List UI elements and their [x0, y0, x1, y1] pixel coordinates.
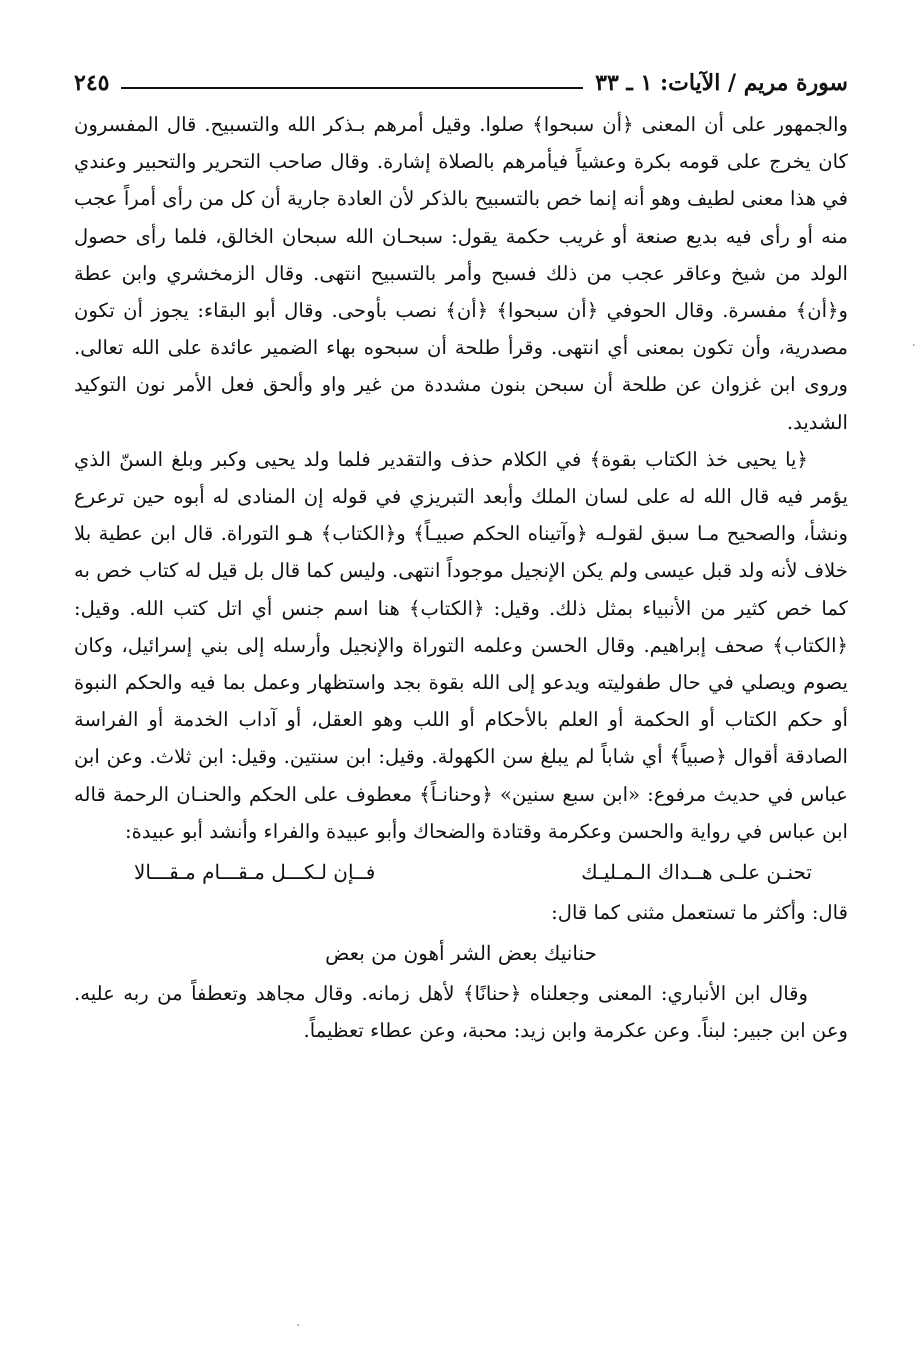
- page-number: ٢٤٥: [74, 70, 110, 96]
- poetry-verse-1: [74, 850, 848, 894]
- header-rule: [121, 87, 583, 89]
- paragraph-1: والجمهور على أن المعنى ﴿أن سبحوا﴾ صلوا. وقيل أمرهم بـذكر الله والتسبيح. قال المفسرون كان يخرج على قومه بكرة وعشياً فيأمرهم بالصلاة إشارة. وقال صاحب التحرير والتحبير وعندي في هذا معنى لطيف وهو أنه إنما خص بالتسبيح بالذكر لأن العادة جارية أن كل من رأى أمراً عجب منه أو رأى فيه بديع صنعة أو غريب حكمة يقول: سبحـان الله سبحان الخالق، فلما رأى حصول الولد من شيخ وعاقر عجب من ذلك فسبح وأمر بالتسبيح انتهى. وقال الزمخشري وابن عطة و﴿أن﴾ مفسرة. وقال الحوفي ﴿أن سبحوا﴾ ﴿أن﴾ نصب بأوحى. وقال أبو البقاء: يجوز أن تكون مصدرية، وأن تكون بمعنى أي انتهى. وقرأ طلحة أن سبحوه بهاء الضمير عائدة على الله تعالى. وروى ابن غزوان عن طلحة أن سبحن بنون مشددة من غير واو وألحق فعل الأمر نون التوكيد الشديد.: [74, 113, 848, 434]
- paragraph-3: قال: وأكثر ما تستعمل مثنى كما قال:: [551, 901, 848, 925]
- paragraph-4: وقال ابن الأنباري: المعنى وجعلناه ﴿حنانًا﴾ لأهل زمانه. وقال مجاهد وتعطفاً من ربه عليه. وعن ابن جبير: لبناً. وعن عكرمة وابن زيد: محبة، وعن عطاء تعظيماً.: [74, 982, 848, 1043]
- poetry-verse-2: حنانيك بعض الشر أهون من بعض: [325, 941, 597, 966]
- scan-dot: ·: [296, 1318, 301, 1334]
- paragraph-2: ﴿يا يحيى خذ الكتاب بقوة﴾ في الكلام حذف والتقدير فلما ولد يحيى وكبر وبلغ السنّ الذي يؤمر فيه قال الله له على لسان الملك وأبعد التبريزي في قوله إن المنادى له أبوه حين ترعرع ونشأ، والصحيح مـا سبق لقولـه ﴿وآتيناه الحكم صبيـاً﴾ و﴿الكتاب﴾ هـو التوراة. قال ابن عطية بلا خلاف لأنه ولد قبل عيسى ولم يكن الإنجيل موجوداً انتهى. وليس كما قال بل قيل له كتاب خص به كما خص كثير من الأنبياء بمثل ذلك. وقيل: ﴿الكتاب﴾ هنا اسم جنس أي اتل كتب الله. وقيل: ﴿الكتاب﴾ صحف إبراهيم. وقال الحسن وعلمه التوراة والإنجيل وأرسله إلى بني إسرائيل، وكان يصوم ويصلي في حال طفوليته ويدعو إلى الله بقوة بجد واستظهار وعمل بما فيه والحكم النبوة أو حكم الكتاب أو الحكمة أو العلم بالأحكام أو اللب وهو العقل، أو آداب الخدمة أو الفراسة الصادقة أقوال ﴿صبياً﴾ أي شاباً لم يبلغ سن الكهولة. وقيل: ابن سنتين. وقيل: ابن ثلاث. وعن ابن عباس في حديث مرفوع: «ابن سبع سنين» ﴿وحنانـاً﴾ معطوف على الحكم والحنـان الرحمة قاله ابن عباس في رواية والحسن وعكرمة وقتادة والضحاك وأبو عبيدة والفراء وأنشد أبو عبيدة:: [74, 447, 848, 843]
- surah-title: سورة مريم / الآيات: ١ ـ ٣٣: [595, 70, 848, 96]
- main-text: [74, 106, 848, 1050]
- running-header: [74, 62, 848, 96]
- verse-first-hemistich: تحنـن علـى هــداك الـمـليـك: [581, 860, 812, 885]
- verse-second-hemistich: فــإن لـكـــل مـقـــام مـقـــالا: [134, 860, 376, 885]
- scan-dot: ·: [911, 338, 916, 354]
